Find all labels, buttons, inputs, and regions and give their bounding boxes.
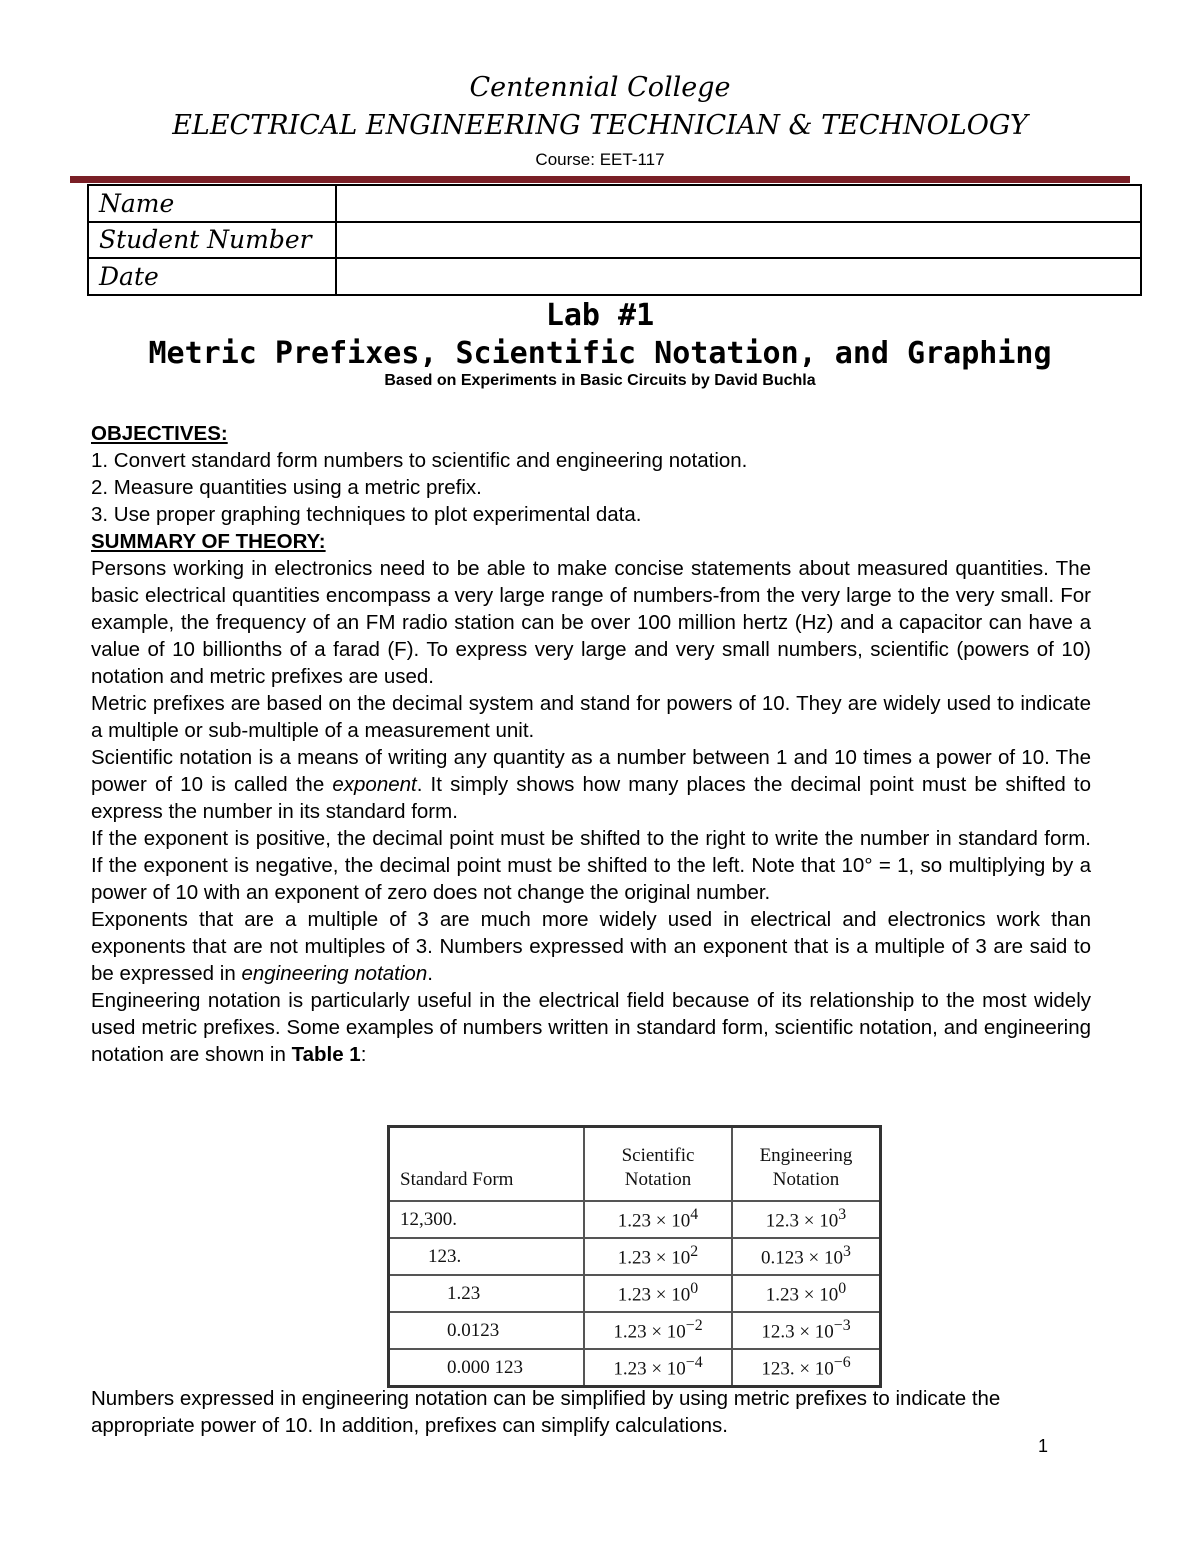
cell-standard: 12,300.: [389, 1201, 585, 1238]
table-row: [389, 1238, 881, 1275]
term-exponent: exponent: [332, 773, 417, 796]
exponent: 0: [838, 1280, 847, 1298]
cell-scientific: [584, 1349, 732, 1387]
course-line: [0, 150, 1200, 170]
theory-paragraph: [91, 906, 1091, 987]
objective-item: 3. Use proper graphing techniques to plot experimental data.: [91, 503, 642, 526]
mantissa: 12.3 × 10: [765, 1210, 839, 1232]
theory-paragraph: Metric prefixes are based on the decimal system and stand for powers of 10. They are widely used to indicate a multiple or sub-multiple of a measurement unit.: [91, 692, 1091, 742]
header-engineering-notation: Engineering Notation: [732, 1127, 881, 1202]
exponent: −3: [833, 1317, 851, 1335]
college-name: Centennial College: [469, 72, 731, 103]
notation-table: [387, 1125, 882, 1388]
info-row-date: [88, 258, 1141, 295]
theory-heading: SUMMARY OF THEORY:: [91, 530, 326, 553]
table-row: [389, 1349, 881, 1387]
cell-scientific: [584, 1238, 732, 1275]
text-run: .: [427, 962, 433, 985]
cell-standard: 1.23: [389, 1275, 585, 1312]
mantissa: 1.23 × 10: [617, 1284, 691, 1306]
objective-item: 1. Convert standard form numbers to scientific and engineering notation.: [91, 449, 748, 472]
mantissa: 1.23 × 10: [613, 1321, 686, 1343]
mantissa: 1.23 × 10: [613, 1358, 686, 1380]
text-run: :: [360, 1043, 367, 1066]
cell-engineering: [732, 1275, 881, 1312]
mantissa: 12.3 × 10: [761, 1321, 834, 1343]
cell-engineering: [732, 1201, 881, 1238]
cell-standard: 0.000 123: [389, 1349, 585, 1387]
date-field[interactable]: [336, 258, 1141, 295]
info-row-student-number: [88, 222, 1141, 259]
mantissa: 1.23 × 10: [617, 1247, 691, 1269]
cell-scientific: [584, 1201, 732, 1238]
mantissa: 123. × 10: [761, 1358, 834, 1380]
mantissa: 1.23 × 10: [617, 1210, 691, 1232]
cell-engineering: [732, 1312, 881, 1349]
table-row: [389, 1275, 881, 1312]
student-number-label: Student Number: [88, 222, 336, 259]
cell-standard: 0.0123: [389, 1312, 585, 1349]
exponent: 2: [690, 1243, 699, 1261]
table-reference: Table 1: [291, 1043, 361, 1066]
student-number-field[interactable]: [336, 222, 1141, 259]
cell-scientific: [584, 1275, 732, 1312]
cell-engineering: [732, 1349, 881, 1387]
exponent: 3: [843, 1243, 851, 1261]
department-name: ELECTRICAL ENGINEERING TECHNICIAN & TECHNOLOGY: [172, 110, 1028, 141]
cell-scientific: [584, 1312, 732, 1349]
text-run: Engineering notation is particularly useful in the electrical field because of its relationship to the most widely used metric prefixes. Some examples of numbers written in standard form, scientific notation, and engineering notation are shown in: [91, 989, 1091, 1066]
text-run: Scientific notation is a means of writing any quantity as a number between 1 and 10 times a power of 10. The power of 10 is called the: [91, 746, 1091, 796]
cell-standard: 123.: [389, 1238, 585, 1275]
page-number: 1: [1038, 1436, 1049, 1456]
mantissa: 0.123 × 10: [761, 1247, 844, 1269]
name-field[interactable]: [336, 185, 1141, 222]
objectives-section: [91, 420, 1091, 528]
theory-paragraph: [91, 987, 1091, 1068]
course-label: Course:: [535, 150, 595, 169]
info-row-name: [88, 185, 1141, 222]
objective-item: 2. Measure quantities using a metric prefix.: [91, 476, 482, 499]
lab-source: Based on Experiments in Basic Circuits by David Buchla: [384, 372, 816, 389]
closing-paragraph: Numbers expressed in engineering notation can be simplified by using metric prefixes to indicate the appropriate power of 10. In addition, prefixes can simplify calculations.: [91, 1387, 1001, 1437]
exponent: −6: [833, 1354, 851, 1372]
text-run: . It simply shows how many places the decimal point must be shifted to express the number in its standard form.: [91, 773, 1091, 823]
table-row: [389, 1312, 881, 1349]
name-label: Name: [88, 185, 336, 222]
cell-engineering: [732, 1238, 881, 1275]
table-header-row: [389, 1127, 881, 1202]
mantissa: 1.23 × 10: [765, 1284, 839, 1306]
objectives-heading: OBJECTIVES:: [91, 422, 228, 445]
header-standard-form: Standard Form: [389, 1127, 585, 1202]
date-label: Date: [88, 258, 336, 295]
lab-number: Lab #1: [545, 298, 655, 333]
student-info-table: [87, 184, 1142, 296]
theory-section: [91, 528, 1091, 1068]
theory-paragraph: If the exponent is positive, the decimal point must be shifted to the right to write the number in standard form. If the exponent is negative, the decimal point must be shifted to the left. Note that 10° = 1, so multiplying by a power of 10 with an exponent of zero does not change the original number.: [91, 827, 1091, 904]
theory-paragraph: [91, 744, 1091, 825]
course-code: EET-117: [599, 150, 665, 169]
table-row: [389, 1201, 881, 1238]
text-run: Exponents that are a multiple of 3 are much more widely used in electrical and electronics work than exponents that are not multiples of 3. Numbers expressed with an exponent that is a multiple of 3 are said to be expressed in: [91, 908, 1091, 985]
exponent: 4: [690, 1206, 699, 1224]
term-engineering-notation: engineering notation: [241, 962, 428, 985]
exponent: −4: [685, 1354, 703, 1372]
exponent: 3: [838, 1206, 847, 1224]
header-divider: [70, 176, 1130, 183]
exponent: 0: [690, 1280, 699, 1298]
lab-title: Metric Prefixes, Scientific Notation, and Graphing: [148, 336, 1052, 371]
header-scientific-notation: Scientific Notation: [584, 1127, 732, 1202]
theory-paragraph: Persons working in electronics need to be able to make concise statements about measured quantities. The basic electrical quantities encompass a very large range of numbers-from the very large to the very small. For example, the frequency of an FM radio station can be over 100 million hertz (Hz) and a capacitor can have a value of 10 billionths of a farad (F). To express very large and very small numbers, scientific (powers of 10) notation and metric prefixes are used.: [91, 557, 1091, 688]
exponent: −2: [685, 1317, 703, 1335]
